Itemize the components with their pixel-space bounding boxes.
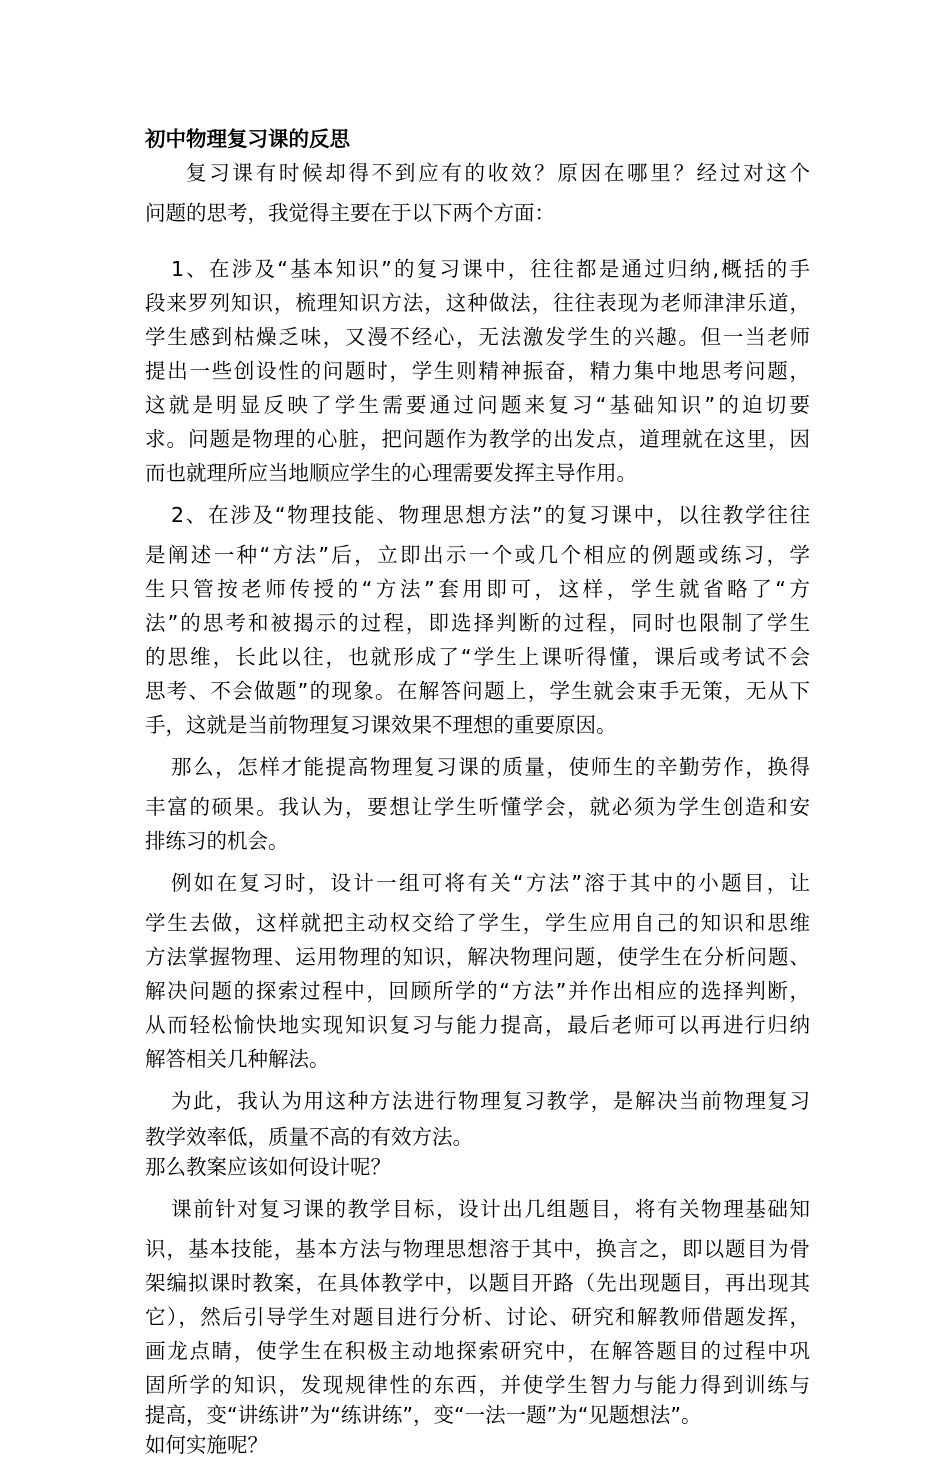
text-line: 这就是明显反映了学生需要通过问题来复习“基础知识”的迫切要 (145, 393, 810, 417)
text-line: 它），然后引导学生对题目进行分析、讨论、研究和解教师借题发挥， (145, 1305, 810, 1329)
text-line: 手，这就是当前物理复习课效果不理想的重要原因。 (145, 713, 617, 737)
question-line: 如何实施呢？ (145, 1433, 268, 1457)
text-line: 从而轻松愉快地实现知识复习与能力提高，最后老师可以再进行归纳 (145, 1013, 810, 1037)
text-line: 画龙点睛，使学生在积极主动地探索研究中，在解答题目的过程中巩 (145, 1339, 810, 1363)
text-line: 解决问题的探索过程中，回顾所学的“方法”并作出相应的选择判断， (145, 979, 810, 1003)
text-line: 的思维，长此以往，也就形成了“学生上课听得懂，课后或考试不会 (145, 645, 810, 669)
paragraph-5 (145, 1084, 810, 1150)
text-line: 方法掌握物理、运用物理的知识，解决物理问题，使学生在分析问题、 (145, 945, 810, 969)
text-line: 法”的思考和被揭示的过程，即选择判断的过程，同时也限制了学生 (145, 611, 810, 635)
paragraph-6 (145, 1192, 810, 1428)
text-line: 学生去做，这样就把主动权交给了学生，学生应用自己的知识和思维 (145, 911, 810, 935)
text-line: 1、在涉及“基本知识”的复习课中，往往都是通过归纳,概括的手 (171, 257, 810, 281)
text-line: 问题的思考，我觉得主要在于以下两个方面： (145, 201, 555, 225)
point-2-paragraph (145, 498, 810, 742)
paragraph-3 (145, 750, 810, 858)
text-line: 为此，我认为用这种方法进行物理复习教学，是解决当前物理复习 (171, 1089, 810, 1113)
text-line: 提高，变“讲练讲”为“练讲练”，变“一法一题”为“见题想法”。 (145, 1403, 702, 1427)
text-line: 2、在涉及“物理技能、物理思想方法”的复习课中，以往教学往往 (171, 503, 810, 527)
text-line: 那么，怎样才能提高物理复习课的质量，使师生的辛勤劳作，换得 (171, 755, 810, 779)
text-line: 固所学的知识，发现规律性的东西，并使学生智力与能力得到训练与 (145, 1373, 810, 1397)
text-line: 复习课有时候却得不到应有的收效？原因在哪里？经过对这个 (186, 161, 810, 185)
text-line: 是阐述一种“方法”后，立即出示一个或几个相应的例题或练习，学 (145, 543, 810, 567)
text-line: 识，基本技能，基本方法与物理思想溶于其中，换言之，即以题目为骨 (145, 1237, 810, 1261)
text-line: 而也就理所应当地顺应学生的心理需要发挥主导作用。 (145, 461, 637, 485)
point-1-paragraph (145, 252, 810, 490)
text-line: 思考、不会做题”的现象。在解答问题上，学生就会束手无策，无从下 (145, 679, 810, 703)
text-line: 解答相关几种解法。 (145, 1047, 330, 1071)
text-line: 学生感到枯燥乏味，又漫不经心，无法激发学生的兴趣。但一当老师 (145, 325, 810, 349)
intro-paragraph (145, 156, 810, 230)
text-line: 生只管按老师传授的“方法”套用即可，这样，学生就省略了“方 (145, 577, 810, 601)
text-line: 丰富的硕果。我认为，要想让学生听懂学会，就必须为学生创造和安 (145, 795, 810, 819)
question-line: 那么教案应该如何设计呢？ (145, 1155, 391, 1179)
text-line: 课前针对复习课的教学目标，设计出几组题目，将有关物理基础知 (171, 1197, 810, 1221)
text-line: 教学效率低，质量不高的有效方法。 (145, 1125, 473, 1149)
text-line: 段来罗列知识，梳理知识方法，这种做法，往往表现为老师津津乐道， (145, 291, 810, 315)
document-body (145, 122, 810, 1462)
text-line: 例如在复习时，设计一组可将有关“方法”溶于其中的小题目，让 (171, 871, 810, 895)
text-line: 提出一些创设性的问题时，学生则精神振奋，精力集中地思考问题， (145, 359, 810, 383)
text-line: 求。问题是物理的心脏，把问题作为教学的出发点，道理就在这里，因 (145, 427, 810, 451)
paragraph-4 (145, 866, 810, 1076)
text-line: 架编拟课时教案，在具体教学中，以题目开路（先出现题目，再出现其 (145, 1271, 810, 1295)
text-line: 排练习的机会。 (145, 829, 289, 853)
document-title: 初中物理复习课的反思 (145, 127, 350, 151)
